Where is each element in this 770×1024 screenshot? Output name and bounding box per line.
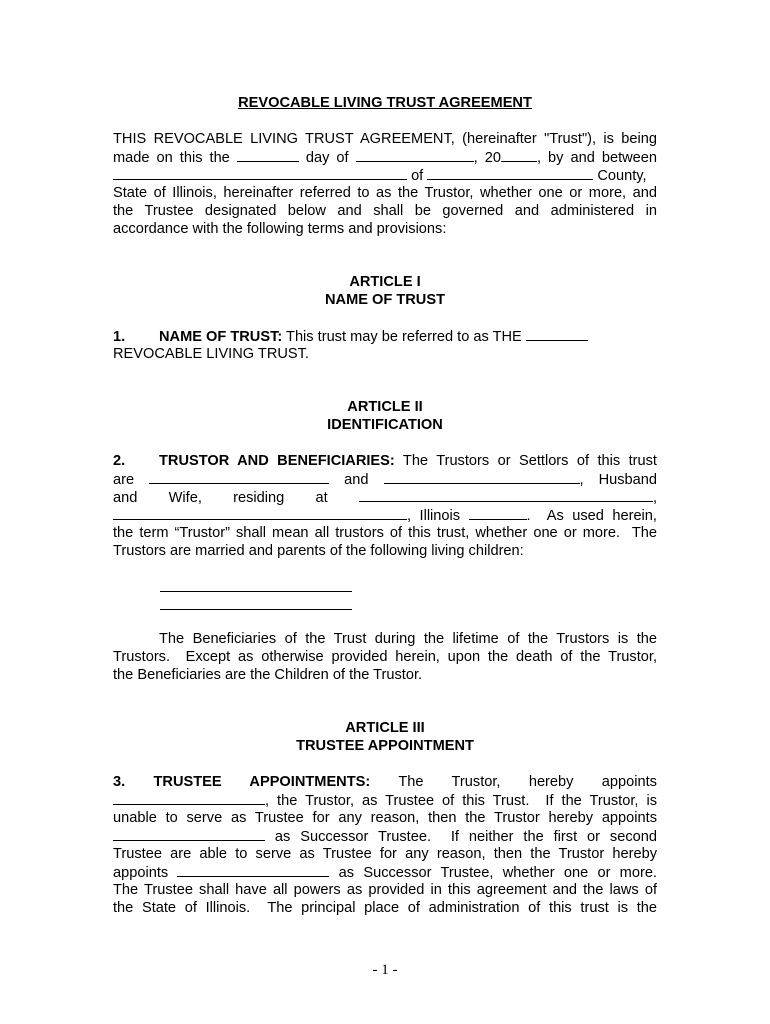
section-text: The Beneficiaries of the Trust during the lifetime of the Trustors is the (159, 631, 657, 647)
section-text: This trust may be referred to as THE (286, 329, 522, 345)
successor-trustee-2-blank (177, 863, 329, 877)
year-blank (501, 148, 537, 162)
section-text: hereby (528, 774, 574, 790)
month-blank (356, 148, 474, 162)
trustor-2-blank (384, 470, 580, 484)
document-title: REVOCABLE LIVING TRUST AGREEMENT (238, 95, 532, 111)
article-3-line-4 (113, 827, 657, 846)
section-text: . As used herein, (526, 508, 657, 524)
article-3-subheading: TRUSTEE APPOINTMENT (296, 738, 474, 754)
section-text: Wife, (168, 490, 202, 506)
residence-blank (359, 488, 653, 502)
intro-text: made on this the (113, 150, 230, 166)
section-number: 2. (113, 453, 126, 469)
section-text: The (398, 774, 424, 790)
article-3-heading: ARTICLE III (345, 720, 425, 736)
trustor-1-blank (149, 470, 329, 484)
article-3-line-2 (113, 791, 657, 810)
article-2-heading: ARTICLE II (347, 399, 423, 415)
intro-line-4: State of Illinois, hereinafter referred to as the Trustor, whether one or more, and (113, 185, 657, 201)
day-blank (237, 148, 299, 162)
intro-line-1: THIS REVOCABLE LIVING TRUST AGREEMENT, (hereinafter "Trust"), is being (113, 131, 657, 147)
section-text: Trustor, (451, 774, 501, 790)
article-3-line-6 (113, 863, 657, 882)
intro-text: day of (305, 150, 349, 166)
trust-name-blank (526, 327, 588, 341)
section-text: residing (233, 490, 285, 506)
successor-trustee-1-blank (113, 827, 265, 841)
zip-blank (469, 506, 527, 520)
article-1-line-1 (113, 327, 657, 346)
article-2-line-6: Trustors are married and parents of the following living children: (113, 543, 524, 559)
article-2-subheading: IDENTIFICATION (327, 417, 443, 433)
section-label: TRUSTOR AND BENEFICIARIES: (159, 453, 395, 469)
section-text: appoints (113, 865, 169, 881)
article-2-para-2-line-3: the Beneficiaries are the Children of the Trustor. (113, 667, 423, 683)
section-text: as Successor Trustee, whether one or more. (329, 865, 657, 881)
article-3-line-3: unable to serve as Trustee for any reason, then the Trustor hereby appoints (113, 810, 657, 826)
section-text: The Trustors or Settlors of this trust (402, 453, 657, 469)
article-3-line-1 (113, 773, 657, 791)
intro-line-5: the Trustee designated below and shall be governed and administered in (113, 203, 657, 219)
article-2-line-2 (113, 470, 657, 489)
article-1-subheading: NAME OF TRUST (325, 292, 445, 308)
section-number: 1. (113, 329, 126, 345)
county-blank (427, 166, 593, 180)
article-3-line-5: Trustee are able to serve as Trustee for any reason, then the Trustor hereby (113, 846, 657, 862)
child-1-blank (160, 578, 352, 592)
intro-text: , by and between (536, 150, 658, 166)
section-label: NAME OF TRUST: (159, 329, 283, 345)
section-text: , Illinois (407, 508, 461, 524)
section-text: at (315, 490, 328, 506)
section-text: , (652, 490, 658, 506)
section-label: TRUSTEE APPOINTMENTS: (153, 774, 371, 790)
trustor-name-blank (113, 166, 407, 180)
article-2-line-1 (113, 452, 657, 470)
article-1-line-2: REVOCABLE LIVING TRUST. (113, 346, 309, 362)
article-2-para-2-line-2: Trustors. Except as otherwise provided herein, upon the death of the Trustor, (113, 649, 657, 665)
section-text: and (113, 490, 138, 506)
section-text: and (344, 472, 369, 488)
intro-text: County, (597, 168, 647, 184)
city-blank (113, 506, 407, 520)
section-number: 3. (113, 774, 126, 790)
article-2-line-3 (113, 488, 657, 507)
article-2-para-2-line-1 (113, 630, 657, 648)
section-text: appoints (601, 774, 657, 790)
article-3-line-8: the State of Illinois. The principal place of administration of this trust is the (113, 900, 657, 916)
article-1-heading: ARTICLE I (349, 274, 421, 290)
trustee-blank (113, 791, 265, 805)
article-2-line-5: the term “Trustor” shall mean all trustors of this trust, whether one or more. The (113, 525, 657, 541)
page-number: - 1 - (372, 962, 398, 978)
intro-text: , 20 (473, 150, 501, 166)
intro-text: of (411, 168, 424, 184)
section-text: , Husband (579, 472, 657, 488)
section-text: , the Trustor, as Trustee of this Trust. If the Trustor, is (265, 793, 657, 809)
section-text: as Successor Trustee. If neither the first or second (265, 829, 657, 845)
intro-line-2 (113, 148, 657, 167)
article-3-line-7: The Trustee shall have all powers as provided in this agreement and the laws of (113, 882, 657, 898)
section-text: are (113, 472, 135, 488)
intro-line-3 (113, 166, 657, 185)
child-2-blank (160, 596, 352, 610)
intro-line-6: accordance with the following terms and provisions: (113, 221, 447, 237)
article-2-line-4 (113, 506, 657, 525)
